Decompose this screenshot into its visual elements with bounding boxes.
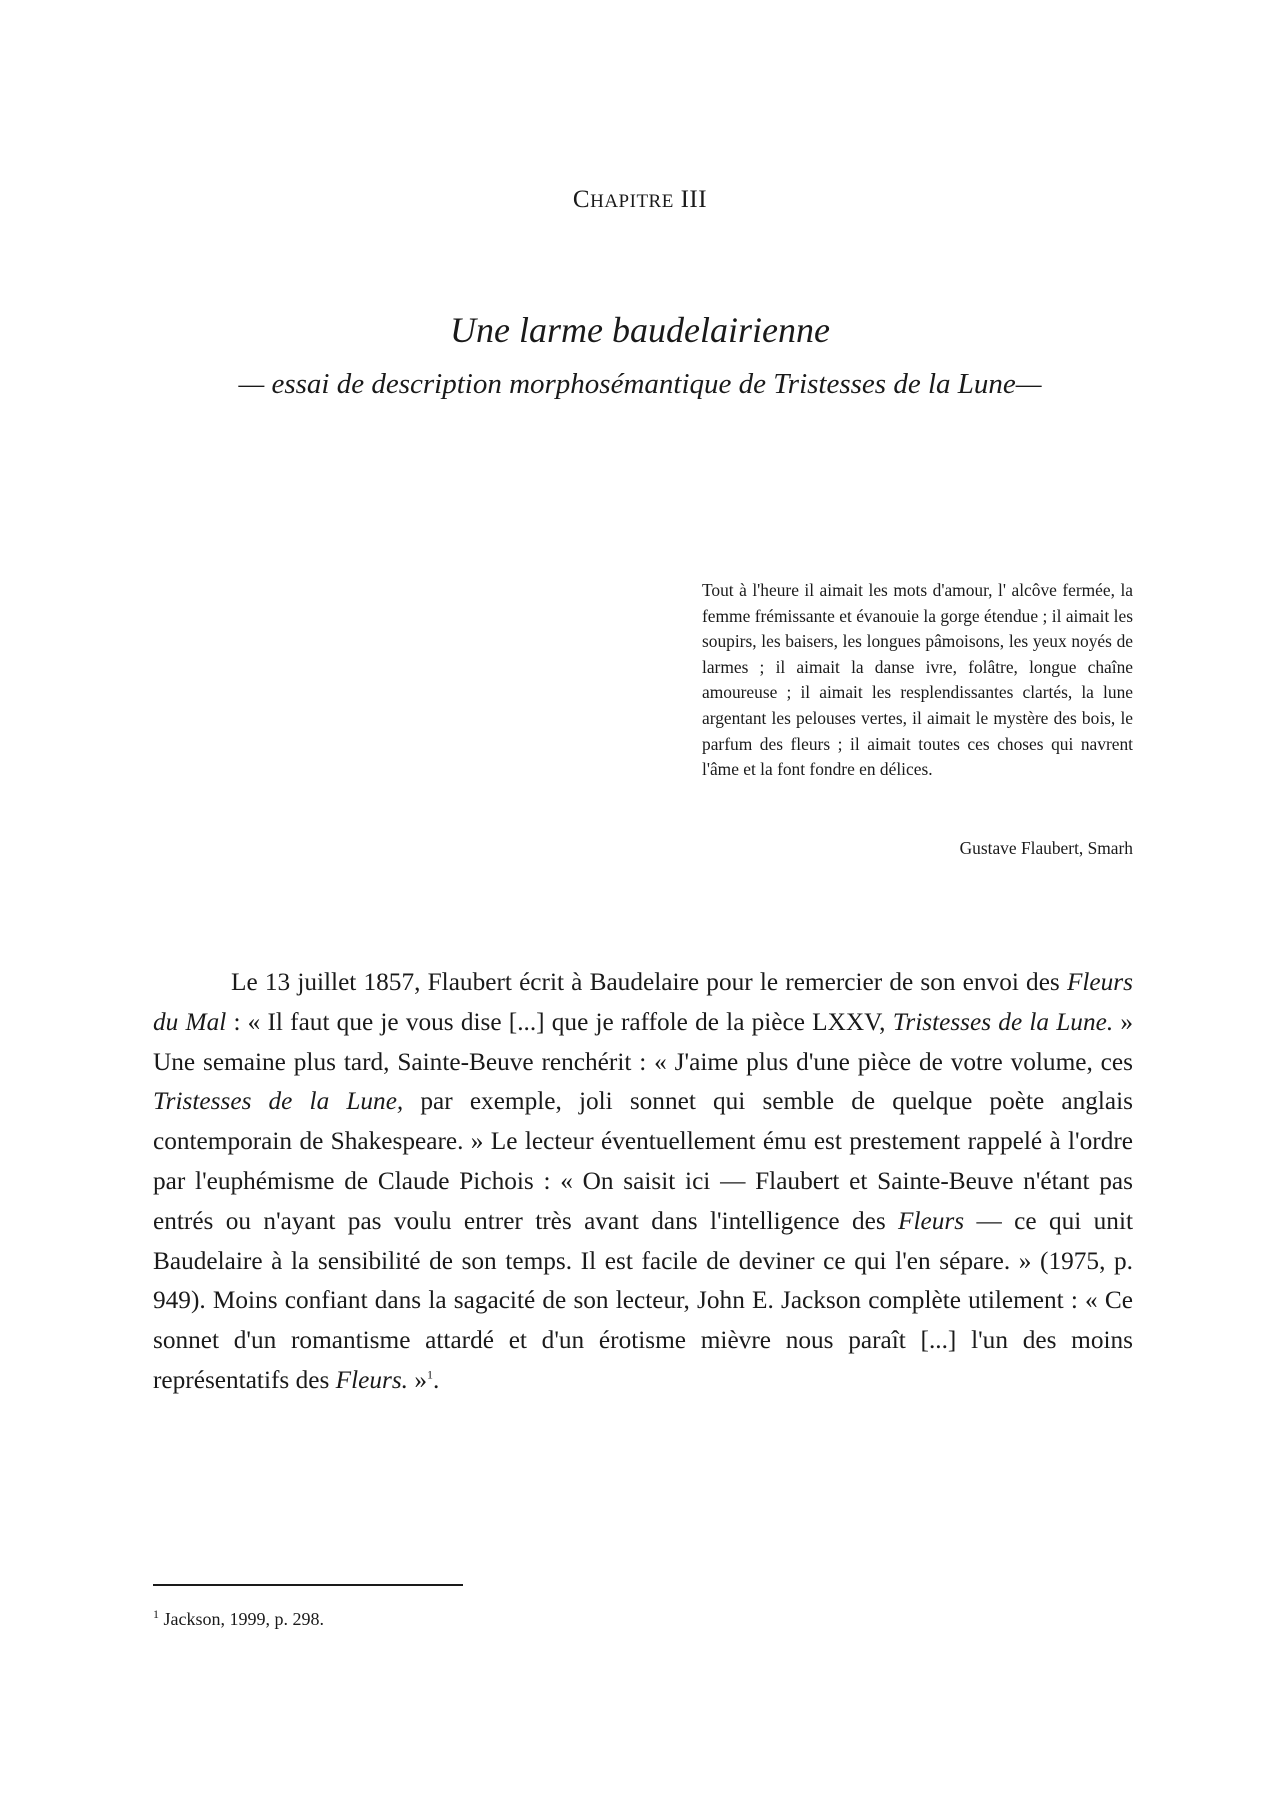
footnote (153, 1609, 324, 1630)
body-text-segment: par exemple, joli sonnet qui semble de quelque poète anglais contemporain de Shakespeare. » Le lecteur éventuellement ému est prestement rappelé à l'ordre par l'euphémisme de Claude Pichois : « On saisit ici — Flaubert et Sainte-Beuve n'étant pas entrés ou n'ayant pas voulu entrer très avant dans l'intelligence des (153, 1087, 1133, 1235)
footnote-reference[interactable]: 1 (426, 1367, 433, 1382)
body-text-segment: » Une semaine plus tard, Sainte-Beuve renchérit : « J'aime plus d'une pièce de votre volume, ces (153, 1007, 1133, 1076)
book-title-fleurs: Fleurs. (335, 1365, 408, 1394)
epigraph-quote: Tout à l'heure il aimait les mots d'amour, l' alcôve fermée, la femme frémissante et évanouie la gorge étendue ; il aimait les soupirs, les baisers, les longues pâmoisons, les yeux noyés de larmes ; il aimait la danse ivre, folâtre, longue chaîne amoureuse ; il aimait les resplendissantes clartés, la lune argentant les pelouses vertes, il aimait le mystère des bois, le parfum des fleurs ; il aimait toutes ces choses qui navrent l'âme et la font fondre en délices. (702, 580, 1133, 780)
epigraph-attribution: Gustave Flaubert, Smarh (959, 838, 1133, 858)
chapter-title: Une larme baudelairienne (450, 310, 830, 350)
chapter-number: III (680, 186, 708, 213)
footnote-text: Jackson, 1999, p. 298. (159, 1609, 324, 1629)
chapter-subtitle: — essai de description morphosémantique de Tristesses de la Lune— (238, 368, 1042, 400)
footnote-number: 1 (153, 1607, 159, 1621)
poem-title-tristesses: Tristesses de la Lune, (153, 1087, 404, 1116)
chapter-label-initial: C (572, 186, 591, 213)
body-text-segment: — ce qui unit Baudelaire à la sensibilité de son temps. Il est facile de deviner ce qui l'en sépare. » (1975, p. 949). Moins confiant dans la sagacité de son lecteur, John E. Jackson complète utilement : « Ce sonnet d'un romantisme attardé et d'un érotisme mièvre nous paraît [...] l'un des moins représentatifs des (153, 1206, 1133, 1394)
body-text-segment: Le 13 juillet 1857, Flaubert écrit à Baudelaire pour le remercier de son envoi des (231, 968, 1067, 996)
poem-title-tristesses: Tristesses de la Lune. (892, 1007, 1114, 1036)
body-paragraph (153, 963, 1133, 1401)
footnote-divider (153, 1584, 463, 1586)
body-text-segment: » (408, 1365, 427, 1394)
book-title-fleurs: Fleurs (898, 1206, 965, 1235)
chapter-label-rest: HAPITRE (590, 191, 674, 212)
chapter-heading (0, 186, 1280, 214)
book-title-fleurs-du-mal: Fleurs du Mal (153, 968, 1133, 1036)
body-text-segment: . (432, 1365, 440, 1394)
body-text-segment: : « Il faut que je vous dise [...] que je raffole de la pièce LXXV, (226, 1007, 893, 1036)
